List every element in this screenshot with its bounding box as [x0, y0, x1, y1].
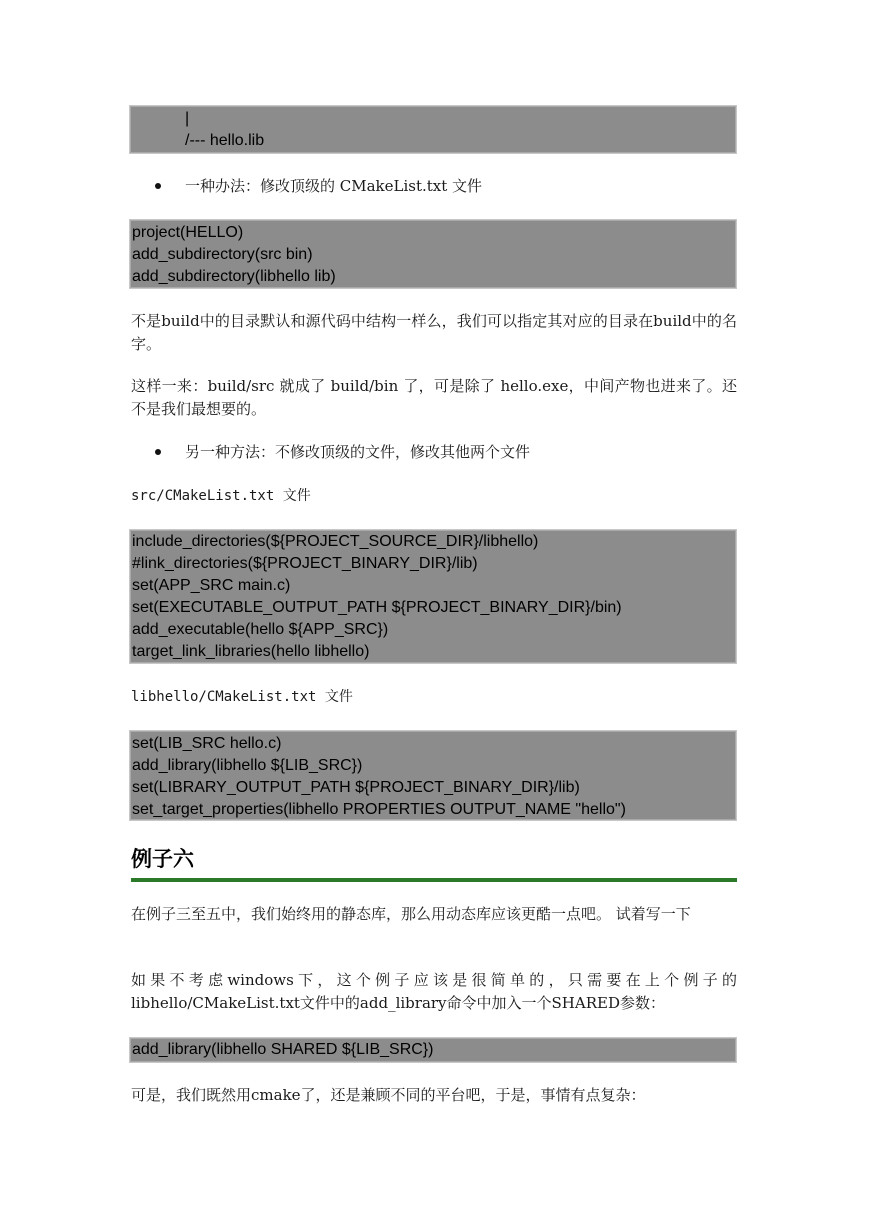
file-label: src/CMakeList.txt 文件	[131, 488, 311, 504]
code-line: /--- hello.lib	[185, 132, 265, 149]
paragraph: 这样一来：build/src 就成了 build/bin 了，可是除了 hello.exe，中间产物也进来了。还不是我们最想要的。	[131, 377, 737, 418]
section-heading: 例子六	[131, 847, 194, 871]
code-line: add_subdirectory(src bin)	[132, 246, 313, 263]
code-line: add_library(libhello SHARED ${LIB_SRC})	[132, 1041, 434, 1058]
code-line: add_library(libhello ${LIB_SRC})	[132, 757, 363, 774]
bullet-icon	[155, 449, 161, 455]
file-label: libhello/CMakeList.txt 文件	[131, 689, 353, 705]
code-line: set(APP_SRC main.c)	[132, 577, 291, 594]
code-line: add_executable(hello ${APP_SRC})	[132, 621, 389, 638]
code-block-tree	[129, 105, 737, 154]
bullet-text: 另一种方法：不修改顶级的文件，修改其他两个文件	[185, 443, 531, 461]
code-line: add_subdirectory(libhello lib)	[132, 268, 336, 285]
code-line: project(HELLO)	[132, 224, 244, 241]
code-line: target_link_libraries(hello libhello)	[132, 643, 370, 660]
bullet-text: 一种办法：修改顶级的 CMakeList.txt 文件	[185, 177, 483, 195]
paragraph: 可是，我们既然用cmake了，还是兼顾不同的平台吧，于是，事情有点复杂：	[131, 1086, 646, 1104]
code-line: set(EXECUTABLE_OUTPUT_PATH ${PROJECT_BINARY_DIR}/bin)	[132, 599, 622, 616]
code-line: set_target_properties(libhello PROPERTIES OUTPUT_NAME "hello")	[132, 801, 626, 818]
code-block-top-cmake	[129, 219, 737, 289]
code-block-shared	[129, 1037, 737, 1063]
paragraph: 不是build中的目录默认和源代码中结构一样么，我们可以指定其对应的目录在build中的名字。	[131, 312, 737, 353]
bullet-icon	[155, 183, 161, 189]
paragraph: 在例子三至五中，我们始终用的静态库，那么用动态库应该更酷一点吧。 试着写一下	[131, 905, 691, 923]
paragraph: 如果不考虑windows下，这个例子应该是很简单的，只需要在上个例子的libhello/CMakeList.txt文件中的add_library命令中加入一个SHARED参数：	[131, 971, 737, 1012]
code-line: set(LIB_SRC hello.c)	[132, 735, 282, 752]
code-line: |	[185, 110, 190, 127]
code-block-lib-cmake	[129, 730, 737, 821]
heading-rule	[131, 878, 737, 882]
code-block-src-cmake	[129, 529, 737, 664]
code-line: set(LIBRARY_OUTPUT_PATH ${PROJECT_BINARY_DIR}/lib)	[132, 779, 580, 796]
code-line: include_directories(${PROJECT_SOURCE_DIR}/libhello)	[132, 533, 539, 550]
code-line: #link_directories(${PROJECT_BINARY_DIR}/lib)	[132, 555, 478, 572]
